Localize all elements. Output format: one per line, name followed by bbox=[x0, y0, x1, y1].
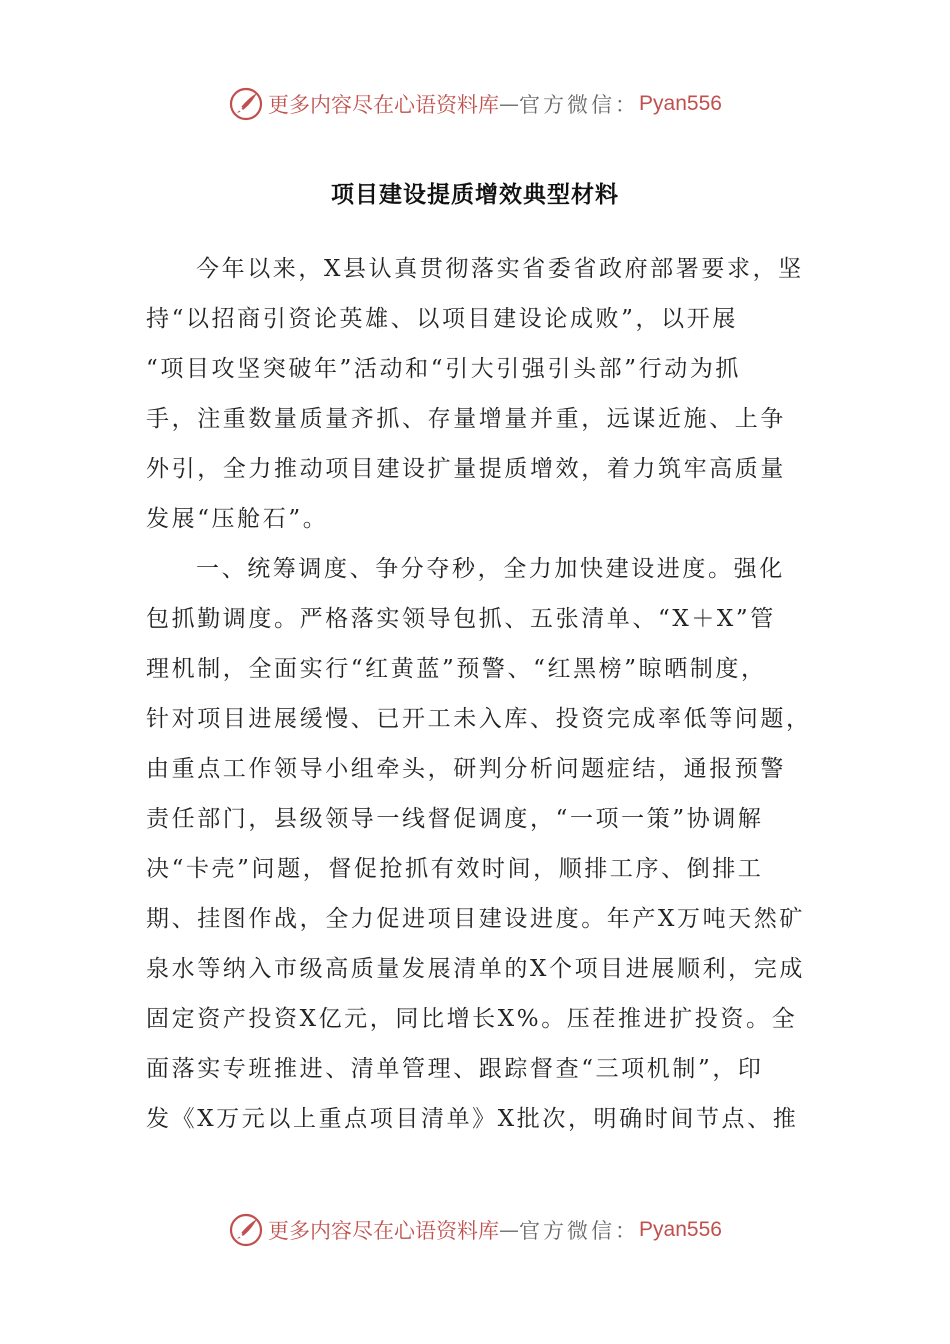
watermark-wechat-id: Pyan556 bbox=[639, 1218, 722, 1241]
body-line: 持“以招商引资论英雄、以项目建设论成败”，以开展 bbox=[146, 306, 738, 332]
body-line: 发展“压舱石”。 bbox=[146, 506, 329, 532]
body-line: 责任部门，县级领导一线督促调度，“一项一策”协调解 bbox=[146, 806, 764, 832]
watermark-official-label: 官方微信： bbox=[519, 1219, 640, 1243]
body-line: 由重点工作领导小组牵头，研判分析问题症结，通报预警 bbox=[146, 756, 786, 782]
body-line: 包抓勤调度。严格落实领导包抓、五张清单、“X＋X”管 bbox=[146, 606, 776, 632]
body-line: 今年以来，X县认真贯彻落实省委省政府部署要求，坚 bbox=[196, 256, 804, 282]
document-body bbox=[146, 244, 812, 1144]
body-line: 理机制，全面实行“红黄蓝”预警、“红黑榜”晾晒制度， bbox=[146, 656, 767, 682]
body-line: 发《X万元以上重点项目清单》X批次，明确时间节点、推 bbox=[146, 1106, 799, 1132]
watermark-footer bbox=[0, 1210, 950, 1250]
body-line: 面落实专班推进、清单管理、跟踪督查“三项机制”，印 bbox=[146, 1056, 764, 1082]
body-line: 期、挂图作战，全力促进项目建设进度。年产X万吨天然矿 bbox=[146, 906, 805, 932]
body-line: 外引，全力推动项目建设扩量提质增效，着力筑牢高质量 bbox=[146, 456, 786, 482]
watermark-dash: — bbox=[499, 92, 520, 116]
quill-logo-icon bbox=[228, 86, 264, 122]
body-line: 一、统筹调度、争分夺秒，全力加快建设进度。强化 bbox=[196, 556, 785, 582]
watermark-header bbox=[0, 84, 950, 124]
watermark-text: 更多内容尽在心语资料库 bbox=[268, 1219, 500, 1243]
body-line: 固定资产投资X亿元，同比增长X%。压茬推进扩投资。全 bbox=[146, 1006, 798, 1032]
body-line: 针对项目进展缓慢、已开工未入库、投资完成率低等问题， bbox=[146, 706, 812, 732]
body-line: 决“卡壳”问题，督促抢抓有效时间，顺排工序、倒排工 bbox=[146, 856, 764, 882]
body-line: “项目攻坚突破年”活动和“引大引强引头部”行动为抓 bbox=[146, 356, 742, 382]
watermark-text: 更多内容尽在心语资料库 bbox=[268, 93, 500, 117]
watermark-dash: — bbox=[499, 1218, 520, 1242]
quill-logo-icon bbox=[228, 1212, 264, 1248]
watermark-wechat-id: Pyan556 bbox=[639, 92, 722, 115]
body-line: 手，注重数量质量齐抓、存量增量并重，远谋近施、上争 bbox=[146, 406, 786, 432]
watermark-official-label: 官方微信： bbox=[519, 93, 640, 117]
body-line: 泉水等纳入市级高质量发展清单的X个项目进展顺利，完成 bbox=[146, 956, 805, 982]
document-title: 项目建设提质增效典型材料 bbox=[331, 182, 619, 208]
